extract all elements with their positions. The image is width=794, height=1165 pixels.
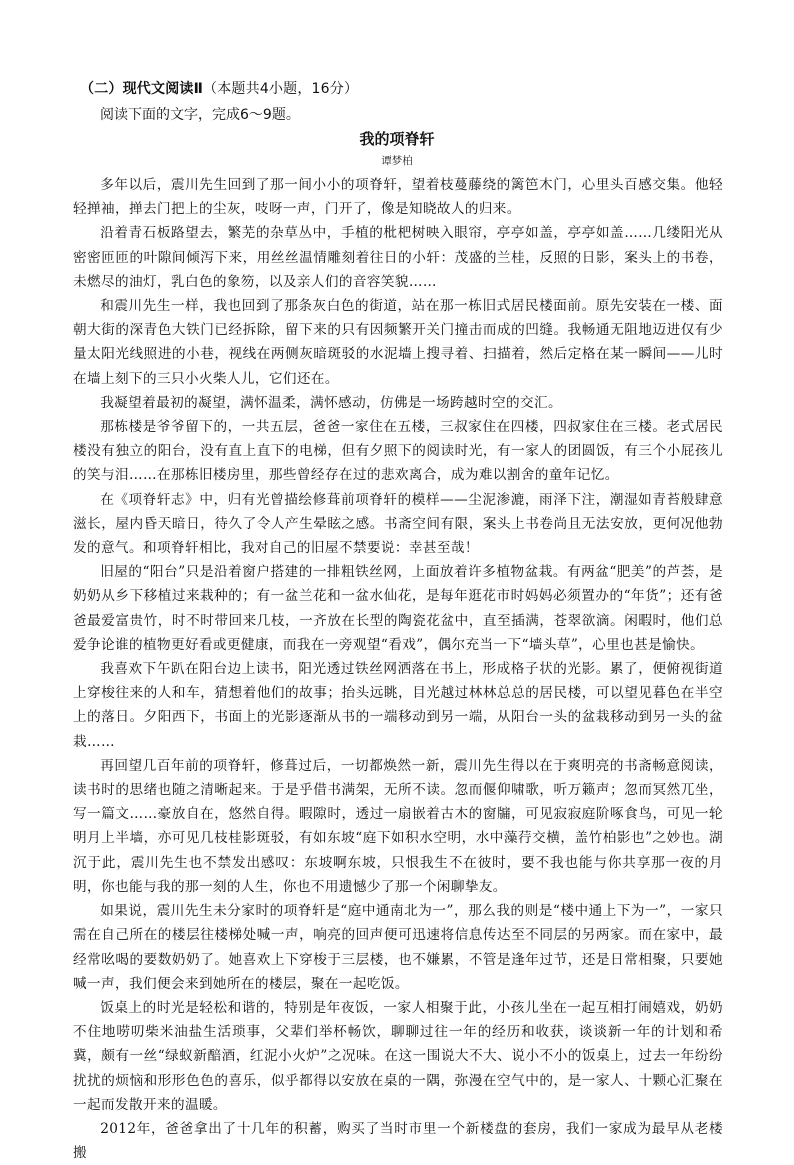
article-paragraph: 我喜欢下午趴在阳台边上读书，阳光透过铁丝网洒落在书上，形成格子状的光影。累了，便俯视街道上穿梭往来的人和车，猜想着他们的故事；抬头远眺，目光越过林林总总的居民楼，可以望见暮色在半空上的落日。夕阳西下，书面上的光影逐渐从书的一端移动到另一端，从阳台一头的盆栽移动到另一头的盆栽…… bbox=[73, 661, 723, 750]
article-author: 谭梦柏 bbox=[381, 155, 413, 167]
section-heading-text: （二）现代文阅读Ⅱ bbox=[80, 81, 204, 97]
article-paragraph: 和震川先生一样，我也回到了那条灰白色的街道，站在那一栋旧式居民楼面前。原先安装在一楼、面朝大街的深青色大铁门已经拆除，留下来的只有因频繁开关门撞击而成的凹缝。我畅通无阻地迈进仅有少量太阳光线照进的小巷，视线在两侧灰暗斑驳的水泥墙上搜寻着、扫描着，然后定格在某一瞬间——儿时在墙上刻下的三只小火柴人儿，它们还在。 bbox=[73, 298, 723, 387]
article-paragraph: 我凝望着最初的凝望，满怀温柔，满怀感动，仿佛是一场跨越时空的交汇。 bbox=[100, 394, 562, 411]
article-paragraph: 饭桌上的时光是轻松和谐的，特别是年夜饭，一家人相聚于此，小孩儿坐在一起互相打闹嬉戏，奶奶不住地唠叨柴米油盐生活琐事，父辈们举杯畅饮，聊聊过往一年的经历和收获，谈谈新一年的计划和希冀，颇有一丝“绿蚁新醅酒，红泥小火炉”之况味。在这一围说大不大、说小不小的饭桌上，过去一年纷纷扰扰的烦恼和形形色色的喜乐，似乎都得以安放在桌的一隅，弥漫在空气中的，是一家人、十颗心汇聚在一起而发散开来的温暖。 bbox=[73, 999, 723, 1113]
article-paragraph: 再回望几百年前的项脊轩，修葺过后，一切都焕然一新，震川先生得以在于爽明亮的书斋畅意阅读，读书时的思绪也随之清晰起来。于是乎借书满架，无所不读。忽而偃仰啸歌，听万籁声；忽而冥然兀坐，写一篇文……豪放自在，悠然自得。暇隙时，透过一扇嵌着古木的窗牖，可见寂寂庭阶啄食鸟，可见一轮明月上半墙，亦可见几枝桂影斑驳，有如东坡“庭下如积水空明，水中藻荇交横，盖竹柏影也”之妙也。湖沉于此，震川先生也不禁发出感叹：东坡啊东坡，只恨我生不在彼时，要不我也能与你共享那一夜的月明，你也能与我的那一刻的人生，你也不用遗憾少了那一个闲聊挚友。 bbox=[73, 757, 723, 895]
article-paragraph: 旧屋的“阳台”只是沿着窗户搭建的一排粗铁丝网，上面放着许多植物盆栽。有两盆“肥美”的芦荟，是奶奶从乡下移植过来栽种的；有一盆兰花和一盆水仙花，是每年逛花市时妈妈必须置办的“年货”；还有爸爸最爱富贵竹，时不时带回来几枝，一齐放在长型的陶瓷花盆中，直至插满，苍翠欲滴。闲暇时，他们总爱争论谁的植物更好看或更健康，而我在一旁观望“看戏”，偶尔充当一下“墙头草”，心里也甚是愉快。 bbox=[73, 564, 723, 653]
article-paragraph: 多年以后，震川先生回到了那一间小小的项脊轩，望着枝蔓藤绕的篱笆木门，心里头百感交集。他轻轻掸袖，掸去门把上的尘灰，吱呀一声，门开了，像是知晓故人的归来。 bbox=[73, 177, 723, 218]
section-heading-note: （本题共4小题，16分） bbox=[203, 81, 359, 97]
article-body bbox=[73, 173, 723, 1165]
section-heading bbox=[80, 78, 358, 98]
article-paragraph: 2012年，爸爸拿出了十几年的积蓄，购买了当时市里一个新楼盘的套房，我们一家成为最早从老楼搬 bbox=[73, 1120, 723, 1162]
reading-instruction: 阅读下面的文字，完成6～9题。 bbox=[100, 107, 300, 123]
article-paragraph: 在《项脊轩志》中，归有光曾描绘修葺前项脊轩的模样——尘泥渗漉，雨泽下注，潮湿如青苔般肆意滋长，屋内昏天暗日，待久了令人产生晕眩之感。书斋空间有限，案头上书卷尚且无法安放，更何况他勃发的意气。和项脊轩相比，我对自己的旧屋不禁要说：幸甚至哉！ bbox=[73, 491, 723, 557]
article-paragraph: 那栋楼是爷爷留下的，一共五层，爸爸一家住在五楼，三叔家住在四楼，四叔家住在三楼。老式居民楼没有独立的阳台，没有直上直下的电梯，但有夕照下的阅读时光，有一家人的团圆饭，有三个小屁孩儿的笑与泪……在那栋旧楼房里，那些曾经存在过的悲欢离合，成为难以割舍的童年记忆。 bbox=[73, 419, 723, 484]
article-paragraph: 如果说，震川先生未分家时的项脊轩是“庭中通南北为一”，那么我的则是“楼中通上下为一”，一家只需在自己所在的楼层往楼梯处喊一声，响亮的回声便可迅速将信息传达至不同层的另两家。而在家中，最经常吆喝的要数奶奶了。她喜欢上下穿梭于三层楼，也不嫌累，不管是逢年过节，还是日常相聚，只要她喊一声，我们便会来到她所在的楼层，聚在一起吃饭。 bbox=[73, 903, 723, 992]
article-paragraph: 沿着青石板路望去，繁芜的杂草丛中，手植的枇杷树映入眼帘，亭亭如盖，亭亭如盖……几缕阳光从密密匝匝的叶隙间倾泻下来，用丝丝温情雕刻着往日的小轩：茂盛的兰桂，反照的日影，案头上的书卷，未燃尽的油灯，乳白色的象笏，以及亲人们的音容笑貌…… bbox=[73, 225, 723, 290]
article-title: 我的项脊轩 bbox=[359, 130, 435, 148]
